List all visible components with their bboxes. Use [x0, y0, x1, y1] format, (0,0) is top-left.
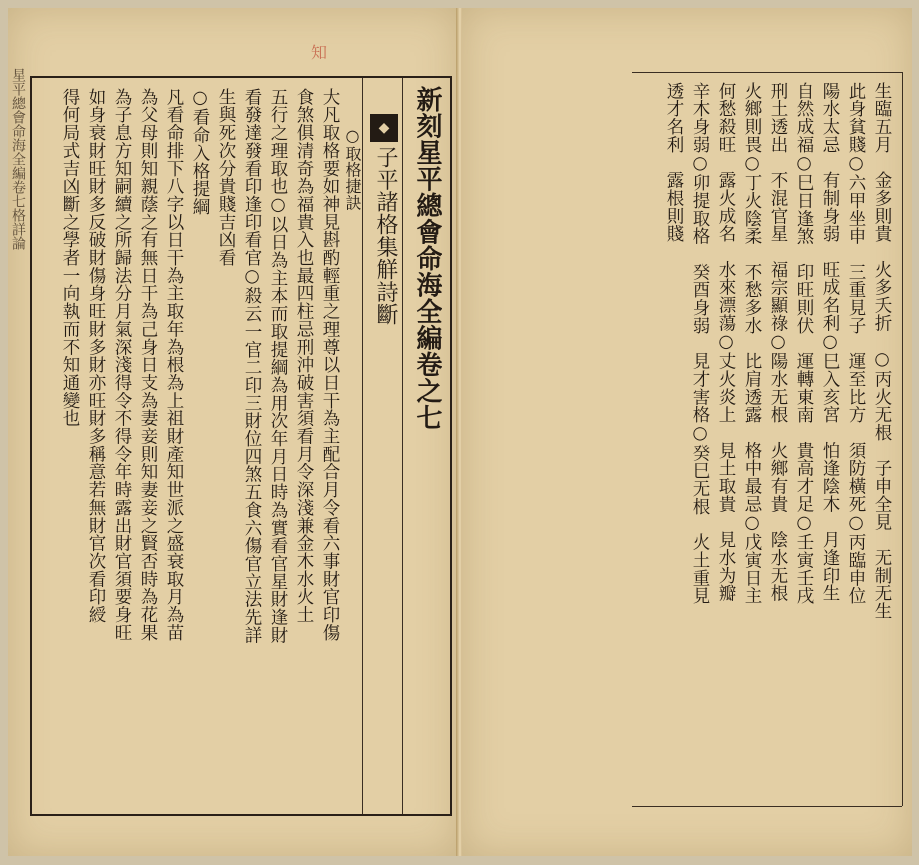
text-column: 食煞俱清奇為福貴入也最四柱忌刑沖破害須看月令深淺兼金木水火土: [294, 88, 314, 624]
right-page: [462, 8, 912, 856]
top-border-rule: [632, 72, 902, 73]
text-column: 得何局式吉凶斷之學者一向執而不知通變也: [60, 88, 80, 428]
page-edge-rule: [902, 72, 903, 806]
text-column: 自然成福○巳日逢煞 印旺則伏 運轉東南 貴高才足○壬寅壬戌: [794, 82, 814, 605]
left-page: [8, 8, 459, 856]
left-margin-title: 星平總會命海全編卷七格詳論: [10, 68, 26, 250]
text-column: 大凡取格要如神見斟酌輕重之理尊以日干為主配合月令看六事財官印傷: [320, 88, 340, 642]
text-column: 生與死次分貴賤吉凶看: [216, 88, 236, 267]
text-column: 生臨五月 金多則貴 火多夭折 ○丙火无根 子申全見 无制无生: [872, 82, 892, 620]
text-column: 為父母則知親蔭之有無日干為己身日支為妻妾則知妻妾之賢否時為花果: [138, 88, 158, 642]
section-tag-icon: ◆: [370, 114, 398, 142]
text-column: 此身貧賤○六甲坐申 三重見子 運至比方 須防橫死○丙臨申位: [846, 82, 866, 605]
bottom-border-rule: [632, 806, 902, 807]
text-column: 凡看命排下八字以日干為主取年為根為上祖財產知世派之盛衰取月為苗: [164, 88, 184, 642]
text-column: ○看命入格提綱: [190, 88, 210, 216]
section-heading: ○取格捷訣: [343, 126, 362, 211]
text-column: 為子息方知嗣續之所歸法分月氣深淺得令不得令年時露出財官須要身旺: [112, 88, 132, 642]
column-rule: [402, 78, 403, 814]
section-subtitle: 子平諸格集觧詩斷: [373, 146, 398, 326]
text-column: 透才名利 露根則賤: [664, 82, 684, 243]
text-column: 看發達發看印逢印看官○殺云一官二印三財位四煞五食六傷官立法先詳: [242, 88, 262, 644]
text-column: 陽水太忌 有制身弱 旺成名利○巳入亥宮 怕逢陰木 月逢印生: [820, 82, 840, 603]
text-column: 五行之理取也○以日為主本而取提綱為用次年月日時為實看官星財逢財: [268, 88, 288, 644]
text-column: 刑土透出 不混官星 福宗顯祿○陽水无根 火鄉有貴 陰水无根: [768, 82, 788, 603]
text-column: 如身衰財旺財多反破財傷身旺財多財亦旺財多稱意若無財官次看印綬: [86, 88, 106, 624]
text-column: 火鄉則畏○丁火陰柔 不愁多水 比肩透露 格中最忌○戊寅日主: [742, 82, 762, 605]
text-column: 何愁殺旺 露火成名 水來漂蕩○丈火炎上 見土取貴 見水为瓣: [716, 82, 736, 603]
red-seal-mark: 知: [311, 43, 328, 62]
text-column: 辛木身弱○卯提取格 癸酉身弱 見才害格○癸巳无根 火土重見: [690, 82, 710, 605]
volume-title: 新刻星平總會命海全編卷之七: [412, 86, 442, 431]
column-rule: [362, 78, 363, 814]
